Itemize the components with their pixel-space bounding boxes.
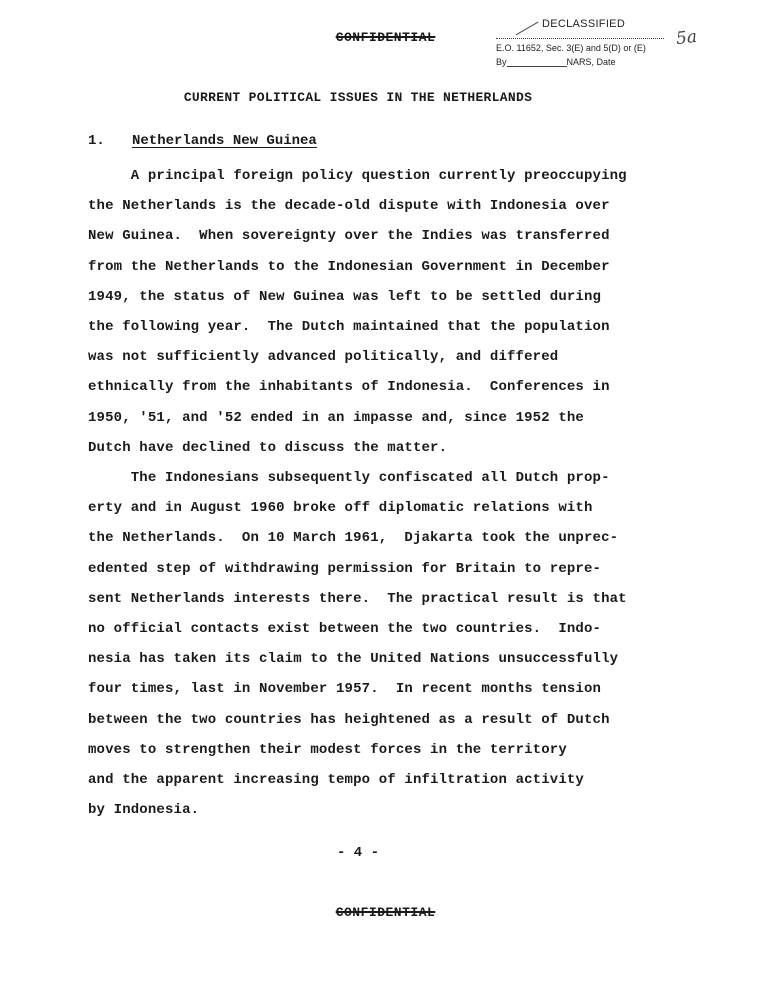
handwritten-page-note: 5a [675, 26, 698, 50]
stamp-slash-mark [515, 22, 538, 36]
paragraph-line: from the Netherlands to the Indonesian Government in December [88, 258, 610, 275]
section-heading [88, 133, 317, 149]
paragraph-1 [88, 161, 688, 463]
paragraph-line: Dutch have declined to discuss the matter. [88, 439, 448, 456]
paragraph-line: New Guinea. When sovereignty over the Indies was transferred [88, 228, 610, 245]
paragraph-line: 1949, the status of New Guinea was left to be settled during [88, 288, 602, 305]
document-title: CURRENT POLITICAL ISSUES IN THE NETHERLANDS [183, 90, 533, 105]
paragraph-line: the Netherlands is the decade-old dispute with Indonesia over [88, 198, 610, 215]
stamp-authority: E.O. 11652, Sec. 3(E) and 5(D) or (E) [496, 43, 646, 53]
declassification-stamp [496, 14, 664, 67]
paragraph-2 [88, 463, 688, 825]
paragraph-line: moves to strengthen their modest forces in the territory [88, 741, 567, 758]
paragraph-line: sent Netherlands interests there. The practical result is that [88, 590, 627, 607]
classification-marking-bottom: CONFIDENTIAL [335, 905, 436, 920]
paragraph-line: ethnically from the inhabitants of Indonesia. Conferences in [88, 379, 610, 396]
paragraph-line: four times, last in November 1957. In recent months tension [88, 681, 602, 698]
paragraph-line: erty and in August 1960 broke off diplomatic relations with [88, 500, 593, 517]
paragraph-line: was not sufficiently advanced politically, and differed [88, 349, 559, 366]
stamp-signature-line [496, 57, 664, 67]
stamp-label: DECLASSIFIED [542, 18, 626, 30]
classification-marking-top: CONFIDENTIAL [335, 30, 436, 45]
paragraph-line: and the apparent increasing tempo of infiltration activity [88, 772, 584, 789]
stamp-nars-date: NARS, Date [566, 57, 616, 67]
paragraph-line: edented step of withdrawing permission for Britain to repre- [88, 560, 602, 577]
section-number: 1. [88, 133, 105, 149]
paragraph-line: 1950, '51, and '52 ended in an impasse and, since 1952 the [88, 409, 584, 426]
paragraph-line: A principal foreign policy question currently preoccupying [88, 168, 627, 184]
paragraph-line: between the two countries has heightened as a result of Dutch [88, 711, 610, 728]
paragraph-line: The Indonesians subsequently confiscated all Dutch prop- [88, 470, 610, 486]
paragraph-line: the following year. The Dutch maintained that the population [88, 319, 610, 336]
paragraph-line: nesia has taken its claim to the United Nations unsuccessfully [88, 651, 619, 668]
stamp-by-label: By [496, 57, 507, 67]
section-title: Netherlands New Guinea [132, 133, 317, 149]
page-number: - 4 - [336, 845, 379, 861]
paragraph-line: no official contacts exist between the two countries. Indo- [88, 621, 602, 638]
paragraph-line: the Netherlands. On 10 March 1961, Djakarta took the unprec- [88, 530, 619, 547]
stamp-by-blank [507, 66, 567, 67]
paragraph-line: by Indonesia. [88, 802, 200, 819]
stamp-header [496, 14, 664, 39]
